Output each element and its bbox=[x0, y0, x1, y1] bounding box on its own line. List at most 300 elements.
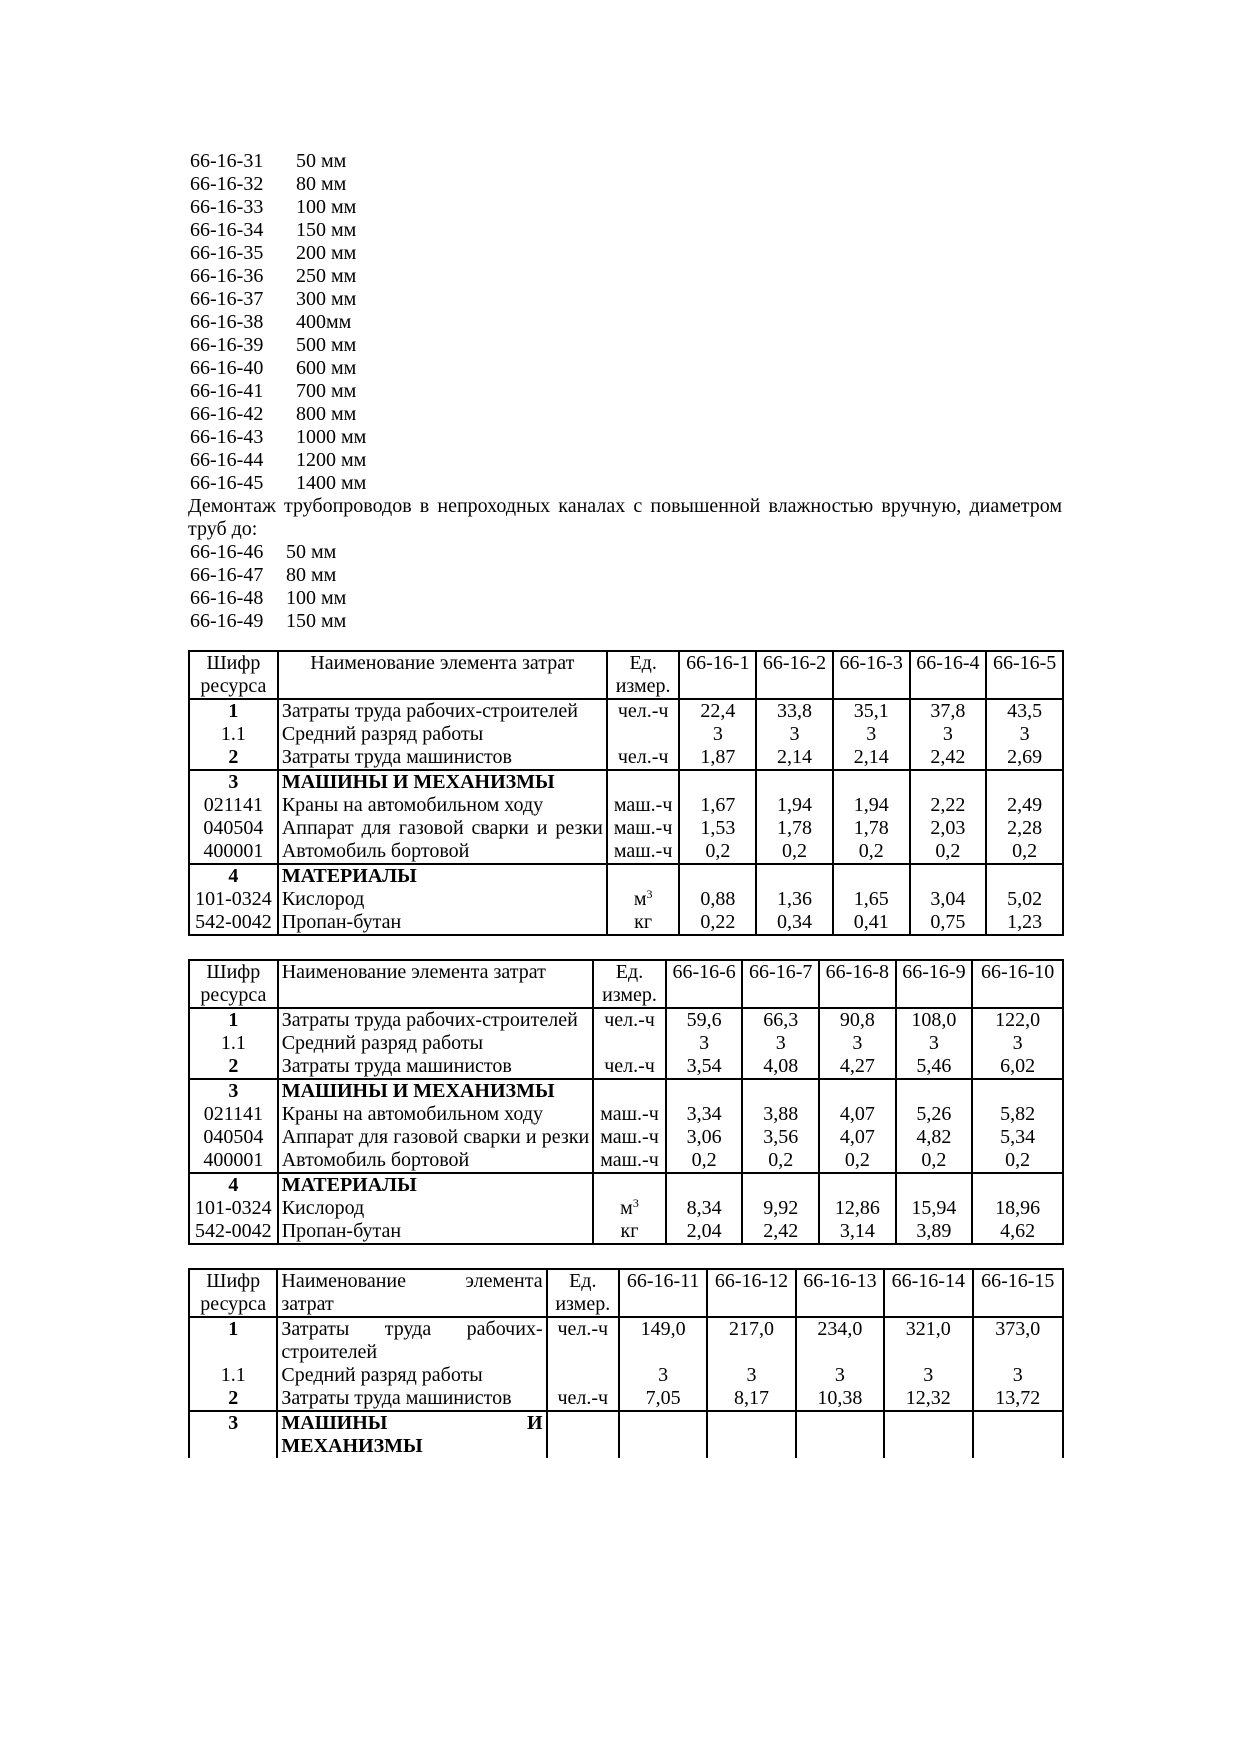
table-row bbox=[189, 1126, 1063, 1149]
list-item-code: 66-16-46 bbox=[190, 541, 264, 563]
row-unit bbox=[607, 794, 680, 817]
table-row bbox=[189, 1149, 1063, 1173]
list-item-code: 66-16-42 bbox=[190, 403, 264, 425]
row-value: 122,0 bbox=[972, 1008, 1063, 1032]
row-value bbox=[833, 770, 910, 794]
row-code: 542-0042 bbox=[189, 1220, 278, 1244]
table-row bbox=[189, 1364, 1063, 1387]
header-column: 66-16-4 bbox=[910, 651, 987, 699]
row-unit bbox=[593, 1197, 666, 1220]
section-paragraph: Демонтаж трубопроводов в непроходных каналах с повышенной влажностью вручную, диаметром труб до: bbox=[188, 495, 1062, 540]
row-name: Краны на автомобильном ходу bbox=[278, 794, 607, 817]
unit-text: чел.-ч bbox=[617, 700, 669, 722]
row-value: 3 bbox=[707, 1364, 795, 1387]
row-name: МАТЕРИАЛЫ bbox=[278, 1173, 594, 1197]
list-item-code: 66-16-31 bbox=[190, 150, 264, 172]
cost-table-2 bbox=[188, 959, 1062, 1245]
list-item-size: 1000 мм bbox=[296, 426, 367, 448]
row-name: Средний разряд работы bbox=[278, 1032, 594, 1055]
list-item bbox=[188, 265, 1062, 288]
row-value: 3 bbox=[986, 723, 1063, 746]
row-name: Средний разряд работы bbox=[278, 723, 607, 746]
header-unit: Ед. измер. bbox=[593, 960, 666, 1008]
row-value: 0,2 bbox=[986, 840, 1063, 864]
row-value: 12,32 bbox=[884, 1387, 972, 1411]
row-value: 3,34 bbox=[666, 1103, 743, 1126]
row-unit bbox=[547, 1387, 619, 1411]
header-column: 66-16-5 bbox=[986, 651, 1063, 699]
header-column: 66-16-13 bbox=[796, 1269, 884, 1317]
row-unit bbox=[607, 817, 680, 840]
row-value bbox=[679, 770, 756, 794]
row-code: 1.1 bbox=[189, 723, 278, 746]
row-code: 4 bbox=[189, 1173, 278, 1197]
list-item-code: 66-16-48 bbox=[190, 587, 264, 609]
row-value: 3 bbox=[796, 1364, 884, 1387]
list-item bbox=[188, 472, 1062, 495]
row-code: 400001 bbox=[189, 840, 278, 864]
row-unit bbox=[607, 746, 680, 770]
row-value bbox=[679, 864, 756, 888]
row-value: 0,2 bbox=[742, 1149, 819, 1173]
row-value: 2,03 bbox=[910, 817, 987, 840]
list-item-code: 66-16-38 bbox=[190, 311, 264, 333]
row-unit bbox=[547, 1364, 619, 1387]
header-column: 66-16-12 bbox=[707, 1269, 795, 1317]
header-column: 66-16-15 bbox=[973, 1269, 1064, 1317]
row-value: 3 bbox=[910, 723, 987, 746]
unit-text: чел.-ч bbox=[557, 1387, 609, 1409]
row-code: 040504 bbox=[189, 817, 278, 840]
list-item-code: 66-16-32 bbox=[190, 173, 264, 195]
header-column: 66-16-8 bbox=[819, 960, 896, 1008]
row-value: 2,14 bbox=[833, 746, 910, 770]
row-name: МАТЕРИАЛЫ bbox=[278, 864, 607, 888]
list-item-code: 66-16-47 bbox=[190, 564, 264, 586]
row-value: 4,07 bbox=[819, 1103, 896, 1126]
row-name: Аппарат для газовой сварки и резки bbox=[278, 817, 607, 840]
table-row bbox=[189, 864, 1063, 888]
row-value bbox=[986, 864, 1063, 888]
row-name: Пропан-бутан bbox=[278, 911, 607, 935]
row-value: 7,05 bbox=[619, 1387, 707, 1411]
list-item-size: 250 мм bbox=[296, 265, 357, 287]
list-item-size: 80 мм bbox=[286, 564, 337, 586]
row-unit bbox=[593, 1173, 666, 1197]
row-unit bbox=[547, 1411, 619, 1458]
table-row bbox=[189, 1103, 1063, 1126]
row-unit bbox=[607, 699, 680, 723]
list-item bbox=[188, 541, 1062, 564]
row-value: 5,26 bbox=[896, 1103, 973, 1126]
row-unit bbox=[593, 1103, 666, 1126]
row-value bbox=[707, 1411, 795, 1458]
list-item-size: 300 мм bbox=[296, 288, 357, 310]
unit-text: маш.-ч bbox=[613, 794, 673, 816]
table-row bbox=[189, 1317, 1063, 1364]
row-unit bbox=[593, 1079, 666, 1103]
unit-text: маш.-ч bbox=[600, 1126, 659, 1148]
row-value bbox=[973, 1411, 1064, 1458]
unit-text: кг bbox=[620, 1220, 639, 1242]
header-column: 66-16-11 bbox=[619, 1269, 707, 1317]
row-unit bbox=[547, 1317, 619, 1364]
list-item-code: 66-16-33 bbox=[190, 196, 264, 218]
row-value: 0,22 bbox=[679, 911, 756, 935]
list-item bbox=[188, 403, 1062, 426]
row-value: 10,38 bbox=[796, 1387, 884, 1411]
row-name: Кислород bbox=[278, 1197, 594, 1220]
row-value: 2,42 bbox=[910, 746, 987, 770]
row-value: 3,04 bbox=[910, 888, 987, 911]
unit-text: чел.-ч bbox=[604, 1055, 655, 1077]
row-value: 108,0 bbox=[896, 1008, 973, 1032]
row-value: 8,34 bbox=[666, 1197, 743, 1220]
row-value: 2,22 bbox=[910, 794, 987, 817]
list-item-code: 66-16-41 bbox=[190, 380, 264, 402]
unit-text: чел.-ч bbox=[557, 1318, 609, 1340]
list-item-size: 150 мм bbox=[286, 610, 347, 632]
row-value: 3 bbox=[973, 1364, 1064, 1387]
row-value: 3 bbox=[833, 723, 910, 746]
list-item-size: 100 мм bbox=[296, 196, 357, 218]
row-value: 3 bbox=[896, 1032, 973, 1055]
table-row bbox=[189, 1079, 1063, 1103]
list-item-code: 66-16-36 bbox=[190, 265, 264, 287]
list-item-code: 66-16-45 bbox=[190, 472, 264, 494]
cost-table bbox=[188, 1268, 1064, 1458]
row-value: 4,82 bbox=[896, 1126, 973, 1149]
row-unit bbox=[607, 840, 680, 864]
list-item bbox=[188, 334, 1062, 357]
document-page bbox=[188, 150, 1062, 1458]
row-unit bbox=[607, 911, 680, 935]
row-value bbox=[986, 770, 1063, 794]
row-value: 37,8 bbox=[910, 699, 987, 723]
list-item-code: 66-16-43 bbox=[190, 426, 264, 448]
row-name: Автомобиль бортовой bbox=[278, 840, 607, 864]
list-item bbox=[188, 449, 1062, 472]
header-code: Шифр ресурса bbox=[189, 1269, 277, 1317]
row-code: 1 bbox=[189, 699, 278, 723]
row-value: 1,87 bbox=[679, 746, 756, 770]
row-code: 021141 bbox=[189, 1103, 278, 1126]
table-row bbox=[189, 770, 1063, 794]
row-value: 3 bbox=[666, 1032, 743, 1055]
row-value: 3 bbox=[742, 1032, 819, 1055]
table-row bbox=[189, 1008, 1063, 1032]
list-item-size: 700 мм bbox=[296, 380, 357, 402]
row-code: 2 bbox=[189, 746, 278, 770]
list-item bbox=[188, 242, 1062, 265]
row-value: 2,69 bbox=[986, 746, 1063, 770]
row-code: 101-0324 bbox=[189, 1197, 278, 1220]
list-item-size: 50 мм bbox=[286, 541, 337, 563]
list-item bbox=[188, 196, 1062, 219]
row-value: 3,54 bbox=[666, 1055, 743, 1079]
row-value: 22,4 bbox=[679, 699, 756, 723]
row-name: МАШИНЫ И МЕХАНИЗМЫ bbox=[278, 1079, 594, 1103]
row-value: 12,86 bbox=[819, 1197, 896, 1220]
header-column: 66-16-14 bbox=[884, 1269, 972, 1317]
unit-text: маш.-ч bbox=[613, 840, 673, 862]
unit-text: маш.-ч bbox=[600, 1103, 659, 1125]
row-value: 0,34 bbox=[756, 911, 833, 935]
list-item bbox=[188, 311, 1062, 334]
header-column: 66-16-6 bbox=[666, 960, 743, 1008]
row-name: Аппарат для газовой сварки и резки bbox=[278, 1126, 594, 1149]
row-unit bbox=[607, 723, 680, 746]
row-value bbox=[884, 1411, 972, 1458]
row-value bbox=[972, 1079, 1063, 1103]
row-name: Затраты труда машинистов bbox=[278, 746, 607, 770]
row-value: 3,89 bbox=[896, 1220, 973, 1244]
list-item-code: 66-16-40 bbox=[190, 357, 264, 379]
row-unit bbox=[607, 864, 680, 888]
row-value: 1,78 bbox=[756, 817, 833, 840]
row-value: 1,65 bbox=[833, 888, 910, 911]
row-code: 2 bbox=[189, 1055, 278, 1079]
row-value: 0,88 bbox=[679, 888, 756, 911]
table-row bbox=[189, 1173, 1063, 1197]
unit-text: кг bbox=[634, 911, 653, 933]
unit-text: маш.-ч bbox=[613, 817, 673, 839]
list-item bbox=[188, 173, 1062, 196]
row-value: 373,0 bbox=[973, 1317, 1064, 1364]
row-value: 43,5 bbox=[986, 699, 1063, 723]
row-value: 3,14 bbox=[819, 1220, 896, 1244]
unit-text: маш.-ч bbox=[600, 1149, 659, 1171]
row-value: 5,02 bbox=[986, 888, 1063, 911]
header-code: Шифр ресурса bbox=[189, 960, 278, 1008]
row-value: 0,2 bbox=[756, 840, 833, 864]
table-row bbox=[189, 888, 1063, 911]
table-row bbox=[189, 1411, 1063, 1458]
list-item-code: 66-16-39 bbox=[190, 334, 264, 356]
row-value bbox=[896, 1079, 973, 1103]
list-item-code: 66-16-34 bbox=[190, 219, 264, 241]
row-unit bbox=[593, 1126, 666, 1149]
unit-text: м bbox=[620, 1197, 633, 1219]
header-column: 66-16-7 bbox=[742, 960, 819, 1008]
row-value bbox=[742, 1079, 819, 1103]
row-value: 234,0 bbox=[796, 1317, 884, 1364]
row-value: 4,27 bbox=[819, 1055, 896, 1079]
row-value: 0,2 bbox=[910, 840, 987, 864]
cost-table-1 bbox=[188, 650, 1062, 936]
row-value: 0,75 bbox=[910, 911, 987, 935]
unit-superscript: 3 bbox=[646, 887, 653, 901]
row-value: 3,06 bbox=[666, 1126, 743, 1149]
row-value: 15,94 bbox=[896, 1197, 973, 1220]
row-code: 400001 bbox=[189, 1149, 278, 1173]
list-item-size: 400мм bbox=[296, 311, 352, 333]
row-value: 8,17 bbox=[707, 1387, 795, 1411]
row-code: 3 bbox=[189, 1411, 277, 1458]
row-code: 1 bbox=[189, 1008, 278, 1032]
table-row bbox=[189, 1387, 1063, 1411]
row-value: 0,2 bbox=[972, 1149, 1063, 1173]
cost-table bbox=[188, 650, 1064, 936]
row-code: 040504 bbox=[189, 1126, 278, 1149]
row-value bbox=[666, 1079, 743, 1103]
list-item-code: 66-16-44 bbox=[190, 449, 264, 471]
code-list-2 bbox=[188, 541, 1062, 633]
header-row bbox=[189, 960, 1063, 1008]
row-code: 4 bbox=[189, 864, 278, 888]
row-value: 4,08 bbox=[742, 1055, 819, 1079]
row-value: 35,1 bbox=[833, 699, 910, 723]
row-name: Затраты труда рабочих-строителей bbox=[277, 1317, 546, 1364]
row-value: 0,41 bbox=[833, 911, 910, 935]
header-name: Наименование элемента затрат bbox=[278, 651, 607, 699]
row-value: 1,23 bbox=[986, 911, 1063, 935]
row-value: 4,07 bbox=[819, 1126, 896, 1149]
row-value bbox=[756, 770, 833, 794]
row-value bbox=[972, 1173, 1063, 1197]
row-name: Пропан-бутан bbox=[278, 1220, 594, 1244]
row-value: 1,36 bbox=[756, 888, 833, 911]
row-value: 5,34 bbox=[972, 1126, 1063, 1149]
row-code: 101-0324 bbox=[189, 888, 278, 911]
row-value: 66,3 bbox=[742, 1008, 819, 1032]
row-value: 3 bbox=[679, 723, 756, 746]
row-unit bbox=[593, 1149, 666, 1173]
row-code: 2 bbox=[189, 1387, 277, 1411]
row-value bbox=[796, 1411, 884, 1458]
row-value bbox=[666, 1173, 743, 1197]
list-item bbox=[188, 380, 1062, 403]
row-value bbox=[619, 1411, 707, 1458]
table-row bbox=[189, 840, 1063, 864]
unit-text: чел.-ч bbox=[604, 1009, 655, 1031]
table-row bbox=[189, 817, 1063, 840]
row-unit bbox=[607, 888, 680, 911]
row-name: Затраты труда рабочих-строителей bbox=[278, 699, 607, 723]
list-item bbox=[188, 219, 1062, 242]
row-value: 2,42 bbox=[742, 1220, 819, 1244]
row-value: 1,94 bbox=[756, 794, 833, 817]
header-row bbox=[189, 651, 1063, 699]
table-row bbox=[189, 723, 1063, 746]
row-value: 321,0 bbox=[884, 1317, 972, 1364]
row-value: 217,0 bbox=[707, 1317, 795, 1364]
row-code: 1.1 bbox=[189, 1364, 277, 1387]
list-item bbox=[188, 288, 1062, 311]
row-value: 9,92 bbox=[742, 1197, 819, 1220]
row-value: 2,14 bbox=[756, 746, 833, 770]
row-value: 59,6 bbox=[666, 1008, 743, 1032]
row-name: Затраты труда машинистов bbox=[278, 1055, 594, 1079]
list-item-code: 66-16-49 bbox=[190, 610, 264, 632]
list-item bbox=[188, 426, 1062, 449]
row-unit bbox=[593, 1032, 666, 1055]
list-item bbox=[188, 357, 1062, 380]
row-value: 3,88 bbox=[742, 1103, 819, 1126]
row-unit bbox=[593, 1055, 666, 1079]
row-value bbox=[819, 1079, 896, 1103]
table-row bbox=[189, 911, 1063, 935]
code-list-1 bbox=[188, 150, 1062, 495]
row-value: 6,02 bbox=[972, 1055, 1063, 1079]
list-item bbox=[188, 150, 1062, 173]
list-item-size: 500 мм bbox=[296, 334, 357, 356]
list-item-size: 100 мм bbox=[286, 587, 347, 609]
row-code: 1.1 bbox=[189, 1032, 278, 1055]
row-value: 3 bbox=[756, 723, 833, 746]
header-column: 66-16-10 bbox=[972, 960, 1063, 1008]
row-value: 0,2 bbox=[819, 1149, 896, 1173]
row-value: 1,53 bbox=[679, 817, 756, 840]
header-column: 66-16-1 bbox=[679, 651, 756, 699]
row-value: 2,04 bbox=[666, 1220, 743, 1244]
row-value: 0,2 bbox=[896, 1149, 973, 1173]
header-code: Шифр ресурса bbox=[189, 651, 278, 699]
row-code: 1 bbox=[189, 1317, 277, 1364]
row-value: 3 bbox=[619, 1364, 707, 1387]
row-value: 13,72 bbox=[973, 1387, 1064, 1411]
header-column: 66-16-9 bbox=[896, 960, 973, 1008]
row-value: 5,82 bbox=[972, 1103, 1063, 1126]
list-item-code: 66-16-37 bbox=[190, 288, 264, 310]
row-unit bbox=[593, 1220, 666, 1244]
table-row bbox=[189, 1032, 1063, 1055]
row-unit bbox=[607, 770, 680, 794]
row-name: Затраты труда машинистов bbox=[277, 1387, 546, 1411]
table-row bbox=[189, 1197, 1063, 1220]
row-value: 2,28 bbox=[986, 817, 1063, 840]
list-item bbox=[188, 564, 1062, 587]
header-name: Наименование элемента затрат bbox=[277, 1269, 546, 1317]
row-name: Затраты труда рабочих-строителей bbox=[278, 1008, 594, 1032]
row-value: 1,94 bbox=[833, 794, 910, 817]
row-value: 18,96 bbox=[972, 1197, 1063, 1220]
row-value: 4,62 bbox=[972, 1220, 1063, 1244]
row-value: 3 bbox=[972, 1032, 1063, 1055]
row-value: 5,46 bbox=[896, 1055, 973, 1079]
header-unit: Ед. измер. bbox=[547, 1269, 619, 1317]
row-value: 0,2 bbox=[666, 1149, 743, 1173]
row-code: 542-0042 bbox=[189, 911, 278, 935]
row-value: 90,8 bbox=[819, 1008, 896, 1032]
cost-table-3 bbox=[188, 1268, 1062, 1458]
row-code: 021141 bbox=[189, 794, 278, 817]
row-name: МАШИНЫ И МЕХАНИЗМЫ bbox=[278, 770, 607, 794]
list-item-size: 800 мм bbox=[296, 403, 357, 425]
cost-table bbox=[188, 959, 1064, 1245]
list-item-size: 50 мм bbox=[296, 150, 347, 172]
row-code: 3 bbox=[189, 1079, 278, 1103]
row-value: 33,8 bbox=[756, 699, 833, 723]
row-name: Краны на автомобильном ходу bbox=[278, 1103, 594, 1126]
row-value bbox=[742, 1173, 819, 1197]
list-item-size: 1200 мм bbox=[296, 449, 367, 471]
header-column: 66-16-2 bbox=[756, 651, 833, 699]
unit-text: чел.-ч bbox=[617, 746, 669, 768]
table-row bbox=[189, 699, 1063, 723]
row-value bbox=[910, 864, 987, 888]
row-value bbox=[910, 770, 987, 794]
row-value: 3 bbox=[819, 1032, 896, 1055]
list-item bbox=[188, 587, 1062, 610]
row-value bbox=[833, 864, 910, 888]
row-value bbox=[896, 1173, 973, 1197]
row-name: Автомобиль бортовой bbox=[278, 1149, 594, 1173]
row-value: 0,2 bbox=[679, 840, 756, 864]
list-item-size: 80 мм bbox=[296, 173, 347, 195]
row-code: 3 bbox=[189, 770, 278, 794]
table-row bbox=[189, 746, 1063, 770]
